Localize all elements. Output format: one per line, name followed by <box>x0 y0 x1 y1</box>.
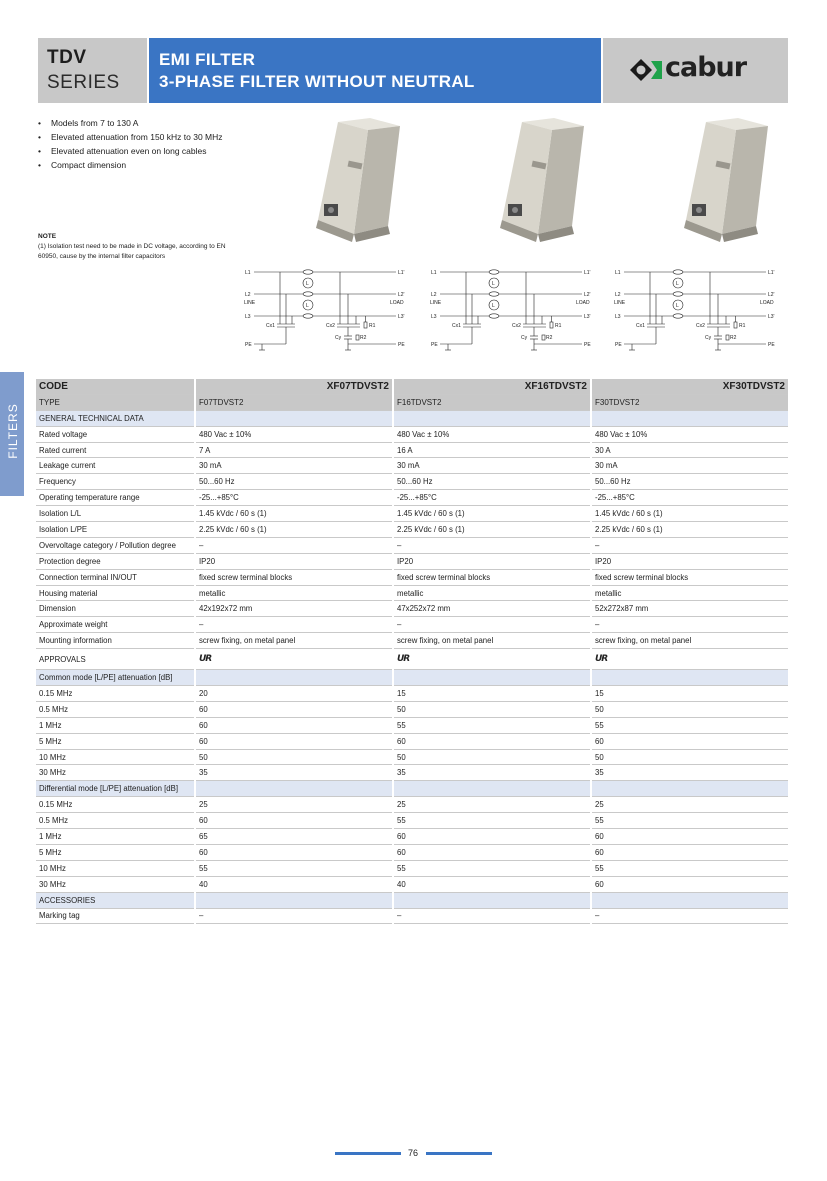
spec-row <box>36 649 788 670</box>
label-l2-out: L2' <box>584 292 591 298</box>
spec-label: 5 MHz <box>36 734 194 750</box>
side-tab-label: FILTERS <box>6 403 20 459</box>
spec-value: – <box>196 538 392 554</box>
spec-value: -25...+85°C <box>592 490 788 506</box>
label-r2: R2 <box>730 335 737 341</box>
spec-row <box>36 586 788 602</box>
spec-row <box>36 601 788 617</box>
spec-value: – <box>394 909 590 925</box>
spec-value: 35 <box>592 765 788 781</box>
section-row <box>36 893 788 909</box>
spec-value: 1.45 kVdc / 60 s (1) <box>592 506 788 522</box>
spec-value: 47x252x72 mm <box>394 601 590 617</box>
spec-value <box>196 781 392 797</box>
label-l3-out: L3' <box>584 314 591 320</box>
label-pe: PE <box>584 342 591 348</box>
spec-label: Frequency <box>36 474 194 490</box>
spec-value: metallic <box>394 586 590 602</box>
circuit-diagram <box>610 264 776 356</box>
spec-value: 52x272x87 mm <box>592 601 788 617</box>
product-type: F30TDVST2 <box>592 395 788 411</box>
label-load: LOAD <box>390 300 404 306</box>
spec-value: fixed screw terminal blocks <box>196 570 392 586</box>
note-text: (1) Isolation test need to be made in DC voltage, according to EN 60950, cause by the internal filter capacitors <box>38 243 226 260</box>
spec-row <box>36 845 788 861</box>
label-l1: L1 <box>615 270 621 276</box>
spec-label: Protection degree <box>36 554 194 570</box>
section-row <box>36 781 788 797</box>
section-row <box>36 670 788 686</box>
spec-value: 25 <box>196 797 392 813</box>
spec-row <box>36 861 788 877</box>
footer-rule <box>426 1152 492 1155</box>
spec-value: 60 <box>592 734 788 750</box>
spec-label: Overvoltage category / Pollution degree <box>36 538 194 554</box>
page-title: EMI FILTER <box>159 50 256 69</box>
spec-label: Isolation L/PE <box>36 522 194 538</box>
label-r1: R1 <box>369 323 376 329</box>
label-load: LOAD <box>576 300 590 306</box>
circuit-diagram <box>426 264 592 356</box>
label-line: LINE <box>614 300 626 306</box>
spec-row <box>36 750 788 766</box>
label-l1-out: L1' <box>398 270 405 276</box>
spec-value <box>592 781 788 797</box>
note-heading: NOTE <box>38 233 57 240</box>
label-r1: R1 <box>739 323 746 329</box>
spec-value: 60 <box>394 734 590 750</box>
spec-value: – <box>196 909 392 925</box>
spec-value: 25 <box>592 797 788 813</box>
label-cy: Cy <box>521 335 528 341</box>
spec-value: 50...60 Hz <box>196 474 392 490</box>
spec-row <box>36 686 788 702</box>
spec-label: 1 MHz <box>36 718 194 734</box>
spec-value: 480 Vac ± 10% <box>196 427 392 443</box>
spec-value: 30 mA <box>196 458 392 474</box>
label-l2-out: L2' <box>768 292 775 298</box>
spec-row <box>36 458 788 474</box>
product-image <box>492 116 592 244</box>
spec-value: 480 Vac ± 10% <box>394 427 590 443</box>
spec-value: 1.45 kVdc / 60 s (1) <box>394 506 590 522</box>
label-r1: R1 <box>555 323 562 329</box>
label-l2: L2 <box>431 292 437 298</box>
spec-value: 50 <box>592 750 788 766</box>
spec-value: 15 <box>592 686 788 702</box>
spec-row <box>36 617 788 633</box>
spec-value: 60 <box>196 845 392 861</box>
label-cx1: Cx1 <box>636 323 645 329</box>
spec-value: 55 <box>394 718 590 734</box>
spec-value: 35 <box>394 765 590 781</box>
spec-value: 30 mA <box>394 458 590 474</box>
spec-value: 42x192x72 mm <box>196 601 392 617</box>
spec-row <box>36 633 788 649</box>
spec-value: 16 A <box>394 443 590 459</box>
spec-row <box>36 909 788 925</box>
spec-row <box>36 877 788 893</box>
product-code: XF16TDVST2 <box>394 379 590 395</box>
label-r2: R2 <box>546 335 553 341</box>
ur-mark-icon: UR <box>199 654 212 665</box>
brand-block <box>603 38 788 103</box>
label-cy: Cy <box>705 335 712 341</box>
section-label: Differential mode [L/PE] attenuation [dB] <box>36 781 194 797</box>
spec-value: 50 <box>196 750 392 766</box>
spec-row <box>36 490 788 506</box>
footer-rule <box>335 1152 401 1155</box>
spec-value: 25 <box>394 797 590 813</box>
spec-label: Isolation L/L <box>36 506 194 522</box>
label-l1: L1 <box>245 270 251 276</box>
spec-value: 55 <box>196 861 392 877</box>
spec-value: 1.45 kVdc / 60 s (1) <box>196 506 392 522</box>
page-subtitle: 3-PHASE FILTER WITHOUT NEUTRAL <box>159 72 475 91</box>
label-l3: L3 <box>615 314 621 320</box>
circuit-diagram <box>240 264 406 356</box>
spec-value: fixed screw terminal blocks <box>592 570 788 586</box>
spec-value: – <box>394 538 590 554</box>
spec-label: Rated voltage <box>36 427 194 443</box>
label-pe: PE <box>615 342 622 348</box>
spec-value: 55 <box>394 813 590 829</box>
spec-value <box>592 893 788 909</box>
spec-label: 5 MHz <box>36 845 194 861</box>
code-label: CODE <box>36 379 194 395</box>
spec-label: Leakage current <box>36 458 194 474</box>
brand-name: cabur <box>665 52 747 83</box>
section-label: ACCESSORIES <box>36 893 194 909</box>
spec-value: IP20 <box>196 554 392 570</box>
spec-value: metallic <box>196 586 392 602</box>
spec-value: 15 <box>394 686 590 702</box>
spec-value <box>196 670 392 686</box>
spec-value: 60 <box>196 718 392 734</box>
spec-row <box>36 538 788 554</box>
spec-value: 40 <box>196 877 392 893</box>
series-block <box>38 38 147 103</box>
label-l2-out: L2' <box>398 292 405 298</box>
spec-row <box>36 718 788 734</box>
label-l2: L2 <box>245 292 251 298</box>
spec-label: Rated current <box>36 443 194 459</box>
spec-label: Marking tag <box>36 909 194 925</box>
spec-row <box>36 427 788 443</box>
label-inductor: L <box>676 303 679 309</box>
spec-value: 65 <box>196 829 392 845</box>
product-code: XF30TDVST2 <box>592 379 788 395</box>
label-inductor: L <box>492 303 495 309</box>
spec-value: 20 <box>196 686 392 702</box>
spec-value <box>196 893 392 909</box>
type-label: TYPE <box>36 395 194 411</box>
spec-value: – <box>394 617 590 633</box>
spec-value: 40 <box>394 877 590 893</box>
approval-cell <box>394 649 590 670</box>
spec-label: 0.15 MHz <box>36 797 194 813</box>
spec-row <box>36 554 788 570</box>
title-block <box>149 38 601 103</box>
spec-value: 60 <box>196 734 392 750</box>
spec-value: IP20 <box>592 554 788 570</box>
approval-cell <box>592 649 788 670</box>
label-cx1: Cx1 <box>266 323 275 329</box>
page-footer <box>0 1148 827 1160</box>
label-l1-out: L1' <box>584 270 591 276</box>
section-label: Common mode [L/PE] attenuation [dB] <box>36 670 194 686</box>
spec-value <box>592 670 788 686</box>
label-inductor: L <box>306 303 309 309</box>
spec-value <box>394 781 590 797</box>
product-type: F07TDVST2 <box>196 395 392 411</box>
spec-row <box>36 797 788 813</box>
label-inductor: L <box>492 281 495 287</box>
feature-item: • Models from 7 to 130 A <box>38 118 238 129</box>
spec-row <box>36 506 788 522</box>
spec-value: 60 <box>592 845 788 861</box>
spec-label: 0.5 MHz <box>36 702 194 718</box>
spec-row <box>36 443 788 459</box>
spec-value: 50...60 Hz <box>592 474 788 490</box>
spec-value: -25...+85°C <box>394 490 590 506</box>
label-l3: L3 <box>245 314 251 320</box>
spec-row <box>36 813 788 829</box>
label-line: LINE <box>244 300 256 306</box>
spec-label: 30 MHz <box>36 765 194 781</box>
code-row <box>36 379 788 395</box>
label-pe: PE <box>768 342 775 348</box>
spec-row <box>36 474 788 490</box>
feature-list <box>38 118 238 174</box>
spec-value: – <box>592 617 788 633</box>
spec-value <box>196 411 392 427</box>
label-cx2: Cx2 <box>512 323 521 329</box>
series-label: SERIES <box>47 72 120 93</box>
spec-value: 60 <box>196 702 392 718</box>
spec-label: Mounting information <box>36 633 194 649</box>
spec-label: 10 MHz <box>36 750 194 766</box>
label-inductor: L <box>676 281 679 287</box>
product-type: F16TDVST2 <box>394 395 590 411</box>
note-block <box>38 232 233 262</box>
spec-table <box>36 379 788 924</box>
type-row <box>36 395 788 411</box>
spec-value: -25...+85°C <box>196 490 392 506</box>
spec-value: 50 <box>394 702 590 718</box>
ur-mark-icon: UR <box>397 654 410 665</box>
label-pe: PE <box>398 342 405 348</box>
label-inductor: L <box>306 281 309 287</box>
spec-label: 1 MHz <box>36 829 194 845</box>
spec-label: 10 MHz <box>36 861 194 877</box>
spec-value: 2.25 kVdc / 60 s (1) <box>196 522 392 538</box>
spec-label: 0.15 MHz <box>36 686 194 702</box>
spec-value: 30 A <box>592 443 788 459</box>
spec-value: 55 <box>592 813 788 829</box>
label-pe: PE <box>245 342 252 348</box>
section-label: GENERAL TECHNICAL DATA <box>36 411 194 427</box>
spec-value: screw fixing, on metal panel <box>196 633 392 649</box>
spec-value <box>394 411 590 427</box>
label-cx2: Cx2 <box>326 323 335 329</box>
page-number: 76 <box>407 1148 418 1158</box>
label-l3-out: L3' <box>768 314 775 320</box>
spec-value: 480 Vac ± 10% <box>592 427 788 443</box>
feature-item: • Elevated attenuation even on long cables <box>38 146 238 157</box>
spec-value: IP20 <box>394 554 590 570</box>
spec-value: 60 <box>592 877 788 893</box>
spec-label: Approximate weight <box>36 617 194 633</box>
spec-value: 60 <box>196 813 392 829</box>
spec-value: – <box>592 538 788 554</box>
feature-item: • Elevated attenuation from 150 kHz to 30 MHz <box>38 132 238 143</box>
spec-value: 50 <box>592 702 788 718</box>
spec-row <box>36 570 788 586</box>
spec-value: screw fixing, on metal panel <box>394 633 590 649</box>
label-cy: Cy <box>335 335 342 341</box>
side-tab <box>0 372 24 496</box>
label-cx1: Cx1 <box>452 323 461 329</box>
spec-value: 55 <box>592 861 788 877</box>
spec-value: 60 <box>394 829 590 845</box>
spec-label: Dimension <box>36 601 194 617</box>
label-pe: PE <box>431 342 438 348</box>
label-l1: L1 <box>431 270 437 276</box>
spec-value: 2.25 kVdc / 60 s (1) <box>592 522 788 538</box>
spec-value: 7 A <box>196 443 392 459</box>
spec-value: 2.25 kVdc / 60 s (1) <box>394 522 590 538</box>
spec-row <box>36 522 788 538</box>
spec-value: screw fixing, on metal panel <box>592 633 788 649</box>
spec-value: – <box>196 617 392 633</box>
spec-value: 35 <box>196 765 392 781</box>
spec-value <box>394 893 590 909</box>
spec-label: APPROVALS <box>36 649 194 670</box>
cabur-logo-icon <box>629 58 663 82</box>
spec-value <box>592 411 788 427</box>
product-image <box>308 116 408 244</box>
label-r2: R2 <box>360 335 367 341</box>
label-l3-out: L3' <box>398 314 405 320</box>
spec-label: Housing material <box>36 586 194 602</box>
spec-label: Connection terminal IN/OUT <box>36 570 194 586</box>
spec-value: 60 <box>592 829 788 845</box>
product-code: XF07TDVST2 <box>196 379 392 395</box>
label-l3: L3 <box>431 314 437 320</box>
label-l2: L2 <box>615 292 621 298</box>
spec-value: fixed screw terminal blocks <box>394 570 590 586</box>
approval-cell <box>196 649 392 670</box>
spec-value <box>394 670 590 686</box>
spec-value: 55 <box>592 718 788 734</box>
label-load: LOAD <box>760 300 774 306</box>
spec-value: 55 <box>394 861 590 877</box>
ur-mark-icon: UR <box>595 654 608 665</box>
section-row <box>36 411 788 427</box>
product-image <box>676 116 776 244</box>
spec-value: – <box>592 909 788 925</box>
label-line: LINE <box>430 300 442 306</box>
spec-value: 50 <box>394 750 590 766</box>
spec-label: 30 MHz <box>36 877 194 893</box>
spec-label: Operating temperature range <box>36 490 194 506</box>
spec-value: 30 mA <box>592 458 788 474</box>
spec-value: 60 <box>394 845 590 861</box>
spec-row <box>36 765 788 781</box>
label-cx2: Cx2 <box>696 323 705 329</box>
spec-label: 0.5 MHz <box>36 813 194 829</box>
spec-row <box>36 702 788 718</box>
spec-row <box>36 734 788 750</box>
page-header <box>38 38 788 103</box>
series-code: TDV <box>47 47 87 68</box>
spec-value: 50...60 Hz <box>394 474 590 490</box>
spec-row <box>36 829 788 845</box>
spec-value: metallic <box>592 586 788 602</box>
feature-item: • Compact dimension <box>38 160 238 171</box>
label-l1-out: L1' <box>768 270 775 276</box>
